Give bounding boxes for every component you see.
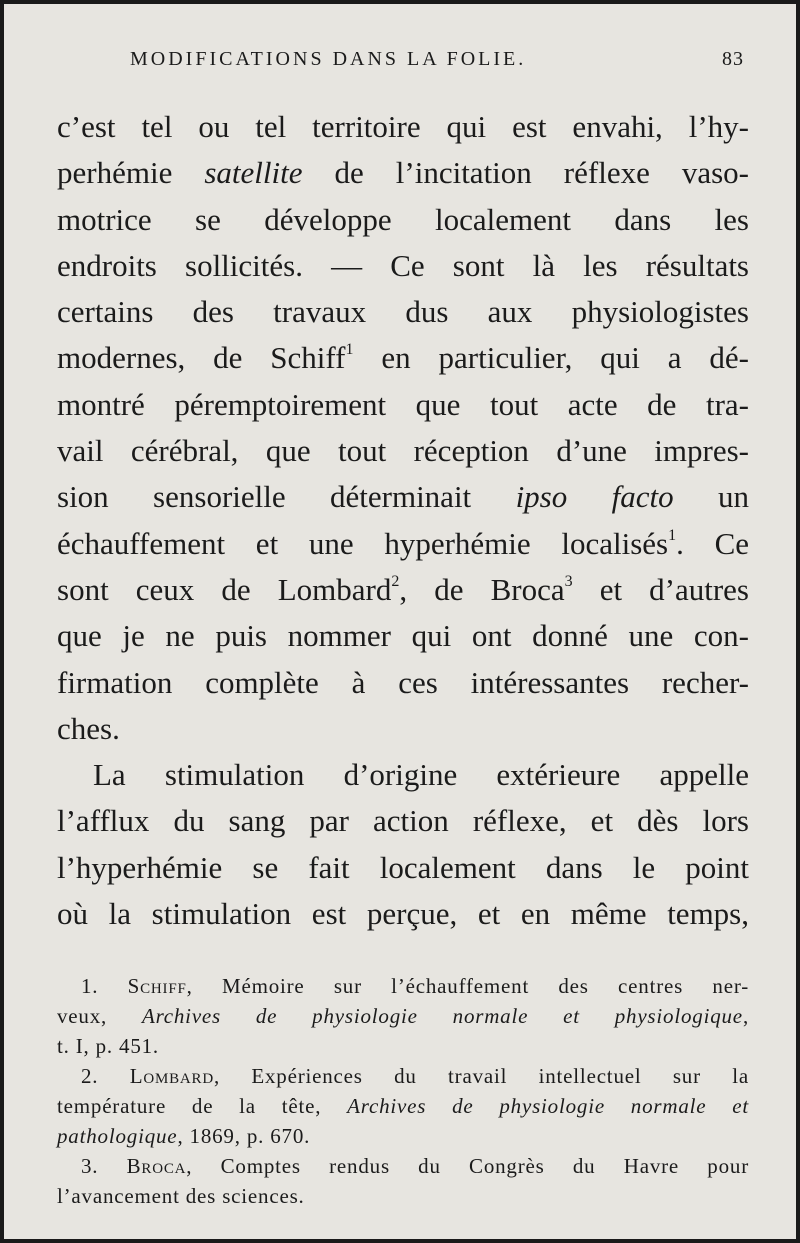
footnote-line: l’avancement des sciences. bbox=[57, 1184, 305, 1208]
text-line: montré péremptoirement que tout acte de tra- bbox=[57, 386, 749, 422]
text-line: c’est tel ou tel territoire qui est envahi, l’hy- bbox=[57, 109, 749, 144]
page-number: 83 bbox=[722, 48, 744, 70]
footnote-line: 1. Schiff, Mémoire sur l’échauffement des centres ner- bbox=[81, 974, 749, 998]
book-page bbox=[4, 4, 796, 1239]
text-line: sont ceux de Lombard$^2$, de Broca$^3$ et d’autres bbox=[57, 571, 749, 607]
text-line: vail cérébral, que tout réception d’une impres- bbox=[57, 433, 749, 469]
text-line: échauffement et une hyperhémie localisés$^1$. Ce bbox=[57, 525, 750, 561]
footnote-ref: 1 bbox=[668, 526, 677, 544]
text-line: ches. bbox=[57, 710, 120, 746]
text-line: motrice se développe localement dans les bbox=[57, 201, 749, 237]
text-line: modernes, de Schiff$^1$ en particulier, qui a dé- bbox=[57, 340, 749, 376]
author-name: Lombard bbox=[129, 1064, 214, 1088]
running-header bbox=[62, 48, 744, 80]
text-line: certains des travaux dus aux physiologistes bbox=[57, 294, 749, 330]
running-title: MODIFICATIONS DANS LA FOLIE. bbox=[130, 48, 527, 70]
author-name: Broca bbox=[126, 1154, 187, 1178]
italic-term: ipso facto bbox=[515, 479, 674, 515]
text-line: La stimulation d’origine extérieure appelle bbox=[93, 757, 749, 793]
text-line: l’afflux du sang par action réflexe, et dès lors bbox=[57, 803, 749, 839]
text-line: que je ne puis nommer qui ont donné une con- bbox=[57, 618, 749, 654]
footnote-line: 3. Broca, Comptes rendus du Congrès du Havre pour bbox=[81, 1154, 749, 1178]
author-name: Schiff bbox=[127, 974, 187, 998]
footnote-line: température de la tête, Archives de physiologie normale et bbox=[57, 1094, 749, 1118]
text-line: où la stimulation est perçue, et en même temps, bbox=[57, 896, 749, 932]
footnote-line: veux, Archives de physiologie normale et physiologique, bbox=[57, 1004, 749, 1028]
text-line: sion sensorielle déterminait ipso facto un bbox=[57, 479, 749, 515]
body-text bbox=[57, 104, 749, 937]
footnote-line: t. I, p. 451. bbox=[57, 1034, 159, 1058]
footnote-ref: 3 bbox=[564, 572, 573, 590]
text-line: l’hyperhémie se fait localement dans le point bbox=[57, 849, 749, 885]
footnote-line: pathologique, 1869, p. 670. bbox=[57, 1124, 311, 1148]
footnotes bbox=[57, 971, 749, 1211]
text-line: firmation complète à ces intéressantes recher- bbox=[57, 664, 749, 700]
footnote-ref: 1 bbox=[345, 341, 354, 359]
italic-term: satellite bbox=[204, 155, 303, 191]
text-line: endroits sollicités. — Ce sont là les résultats bbox=[57, 247, 749, 283]
footnote-ref: 2 bbox=[391, 572, 400, 590]
footnote-line: 2. Lombard, Expériences du travail intellectuel sur la bbox=[81, 1064, 749, 1088]
text-line: perhémie satellite de l’incitation réflexe vaso- bbox=[57, 155, 749, 191]
